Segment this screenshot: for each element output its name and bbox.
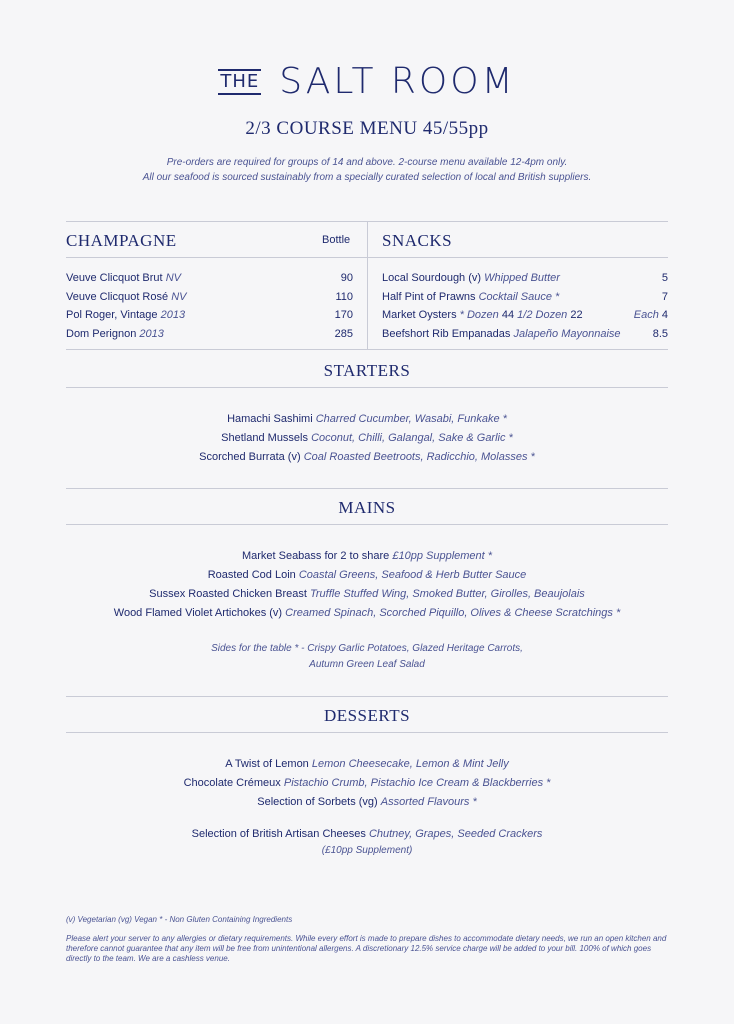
divider bbox=[66, 349, 668, 350]
item-name: Roasted Cod Loin bbox=[207, 569, 296, 581]
main-item bbox=[0, 566, 734, 585]
starter-item bbox=[0, 429, 734, 448]
snacks-heading: SNACKS bbox=[382, 231, 453, 250]
starter-item bbox=[0, 448, 734, 467]
bottle-label: Bottle bbox=[322, 234, 351, 246]
dietary-legend: (v) Vegetarian (vg) Vegan * - Non Gluten Containing Ingredients bbox=[66, 915, 293, 924]
item-desc: £10pp Supplement * bbox=[392, 550, 493, 562]
item-name: Chocolate Crémeux bbox=[183, 777, 281, 789]
item-name: Veuve Clicquot Rosé bbox=[66, 291, 169, 303]
item-name: Sussex Roasted Chicken Breast bbox=[149, 588, 307, 600]
main-item bbox=[0, 547, 734, 566]
item-price bbox=[634, 308, 668, 322]
intro-line-1: Pre-orders are required for groups of 14 and above. 2-course menu available 12-4pm only. bbox=[166, 157, 568, 168]
item-price: 8.5 bbox=[652, 328, 668, 340]
main-item bbox=[0, 604, 734, 623]
item-name: Market Oysters bbox=[382, 309, 457, 321]
logo-the: THE bbox=[218, 69, 261, 95]
starters-heading: STARTERS bbox=[323, 361, 411, 380]
divider bbox=[66, 257, 668, 258]
dessert-item bbox=[0, 755, 734, 774]
item-name: Beefshort Rib Empanadas bbox=[382, 328, 511, 340]
item-name: Veuve Clicquot Brut bbox=[66, 272, 163, 284]
price-prefix: Each bbox=[633, 309, 659, 321]
item-name: Dom Perignon bbox=[66, 328, 137, 340]
item-name: Local Sourdough (v) bbox=[382, 272, 482, 284]
menu-subtitle: 2/3 COURSE MENU 45/55pp bbox=[245, 118, 489, 139]
logo bbox=[0, 62, 734, 102]
item-price-half-dozen: 22 bbox=[570, 309, 583, 321]
divider bbox=[66, 732, 668, 733]
allergy-disclaimer: Please alert your server to any allergies or dietary requirements. While every effort is made to prepare dishes to accommodate dietary needs, we run an open kitchen and therefore cannot guarantee that any item will be free from unintentional allergens. A discretionary 12.5% service charge will be added to your bill. 100% of which goes directly to the team. We are a cashless venue. bbox=[66, 934, 667, 963]
desserts-heading: DESSERTS bbox=[323, 706, 411, 725]
item-desc: * Dozen bbox=[459, 309, 499, 321]
item-name: Hamachi Sashimi bbox=[227, 413, 313, 425]
item-desc: Whipped Butter bbox=[484, 272, 560, 284]
item-name: Selection of British Artisan Cheeses bbox=[191, 828, 366, 840]
item-price: 110 bbox=[335, 291, 353, 303]
item-desc: Coastal Greens, Seafood & Herb Butter Sauce bbox=[298, 569, 527, 581]
dessert-item bbox=[0, 774, 734, 793]
item-name: Scorched Burrata (v) bbox=[199, 451, 301, 463]
price-value: 4 bbox=[661, 309, 668, 321]
mains-heading: MAINS bbox=[338, 498, 396, 517]
mains-list bbox=[0, 547, 734, 623]
dessert-item bbox=[0, 793, 734, 812]
item-desc: NV bbox=[165, 272, 181, 284]
item-desc: Charred Cucumber, Wasabi, Funkake * bbox=[315, 413, 507, 425]
champagne-item bbox=[66, 308, 185, 322]
item-name: Pol Roger, Vintage bbox=[66, 309, 158, 321]
item-price: 285 bbox=[334, 328, 353, 340]
cheese-supplement: (£10pp Supplement) bbox=[321, 845, 413, 856]
item-name: Half Pint of Prawns bbox=[382, 291, 476, 303]
item-desc: Chutney, Grapes, Seeded Crackers bbox=[368, 828, 543, 840]
item-desc: Lemon Cheesecake, Lemon & Mint Jelly bbox=[311, 758, 509, 770]
item-name: Wood Flamed Violet Artichokes (v) bbox=[113, 607, 283, 619]
item-desc: NV bbox=[171, 291, 187, 303]
sides-line-2: Autumn Green Leaf Salad bbox=[309, 659, 425, 670]
item-desc: Jalapeño Mayonnaise bbox=[513, 328, 621, 340]
item-price: 7 bbox=[661, 291, 668, 303]
item-name: Market Seabass for 2 to share bbox=[241, 550, 390, 562]
divider bbox=[66, 524, 668, 525]
item-desc: Assorted Flavours * bbox=[380, 796, 477, 808]
champagne-item bbox=[66, 290, 186, 304]
item-desc: Coconut, Chilli, Galangal, Sake & Garlic * bbox=[311, 432, 513, 444]
item-desc-half: 1/2 Dozen bbox=[517, 309, 568, 321]
cheese-line bbox=[0, 826, 734, 843]
item-price: 90 bbox=[340, 272, 353, 284]
starters-list bbox=[0, 410, 734, 467]
desserts-list bbox=[0, 755, 734, 812]
item-name: Selection of Sorbets (vg) bbox=[257, 796, 378, 808]
divider bbox=[66, 387, 668, 388]
cheese-item bbox=[0, 826, 734, 859]
column-divider bbox=[367, 221, 368, 349]
item-price-dozen: 44 bbox=[501, 309, 515, 321]
item-desc: Truffle Stuffed Wing, Smoked Butter, Girolles, Beaujolais bbox=[309, 588, 585, 600]
champagne-item bbox=[66, 327, 164, 341]
item-desc: Cocktail Sauce * bbox=[478, 291, 560, 303]
main-item bbox=[0, 585, 734, 604]
starter-item bbox=[0, 410, 734, 429]
item-name: Shetland Mussels bbox=[221, 432, 308, 444]
item-desc: 2013 bbox=[160, 309, 186, 321]
item-desc: Pistachio Crumb, Pistachio Ice Cream & Blackberries * bbox=[283, 777, 551, 789]
snack-item bbox=[382, 271, 560, 285]
champagne-item bbox=[66, 271, 181, 285]
sides-note bbox=[0, 641, 734, 673]
snack-item bbox=[382, 290, 559, 304]
item-desc: 2013 bbox=[139, 328, 164, 340]
snack-item bbox=[382, 308, 583, 322]
sides-line-1: Sides for the table * - Crispy Garlic Potatoes, Glazed Heritage Carrots, bbox=[211, 643, 523, 654]
champagne-heading: CHAMPAGNE bbox=[66, 231, 177, 250]
item-name: A Twist of Lemon bbox=[225, 758, 309, 770]
divider bbox=[66, 696, 668, 697]
item-desc: Creamed Spinach, Scorched Piquillo, Olives & Cheese Scratchings * bbox=[285, 607, 621, 619]
logo-name: SALT ROOM bbox=[279, 61, 516, 102]
intro-line-2: All our seafood is sourced sustainably from a specially curated selection of local and British suppliers. bbox=[142, 172, 592, 183]
item-price: 170 bbox=[334, 309, 353, 321]
item-desc: Coal Roasted Beetroots, Radicchio, Molasses * bbox=[303, 451, 535, 463]
snack-item bbox=[382, 327, 621, 341]
intro-text bbox=[0, 155, 734, 185]
item-price: 5 bbox=[661, 272, 668, 284]
divider bbox=[66, 488, 668, 489]
